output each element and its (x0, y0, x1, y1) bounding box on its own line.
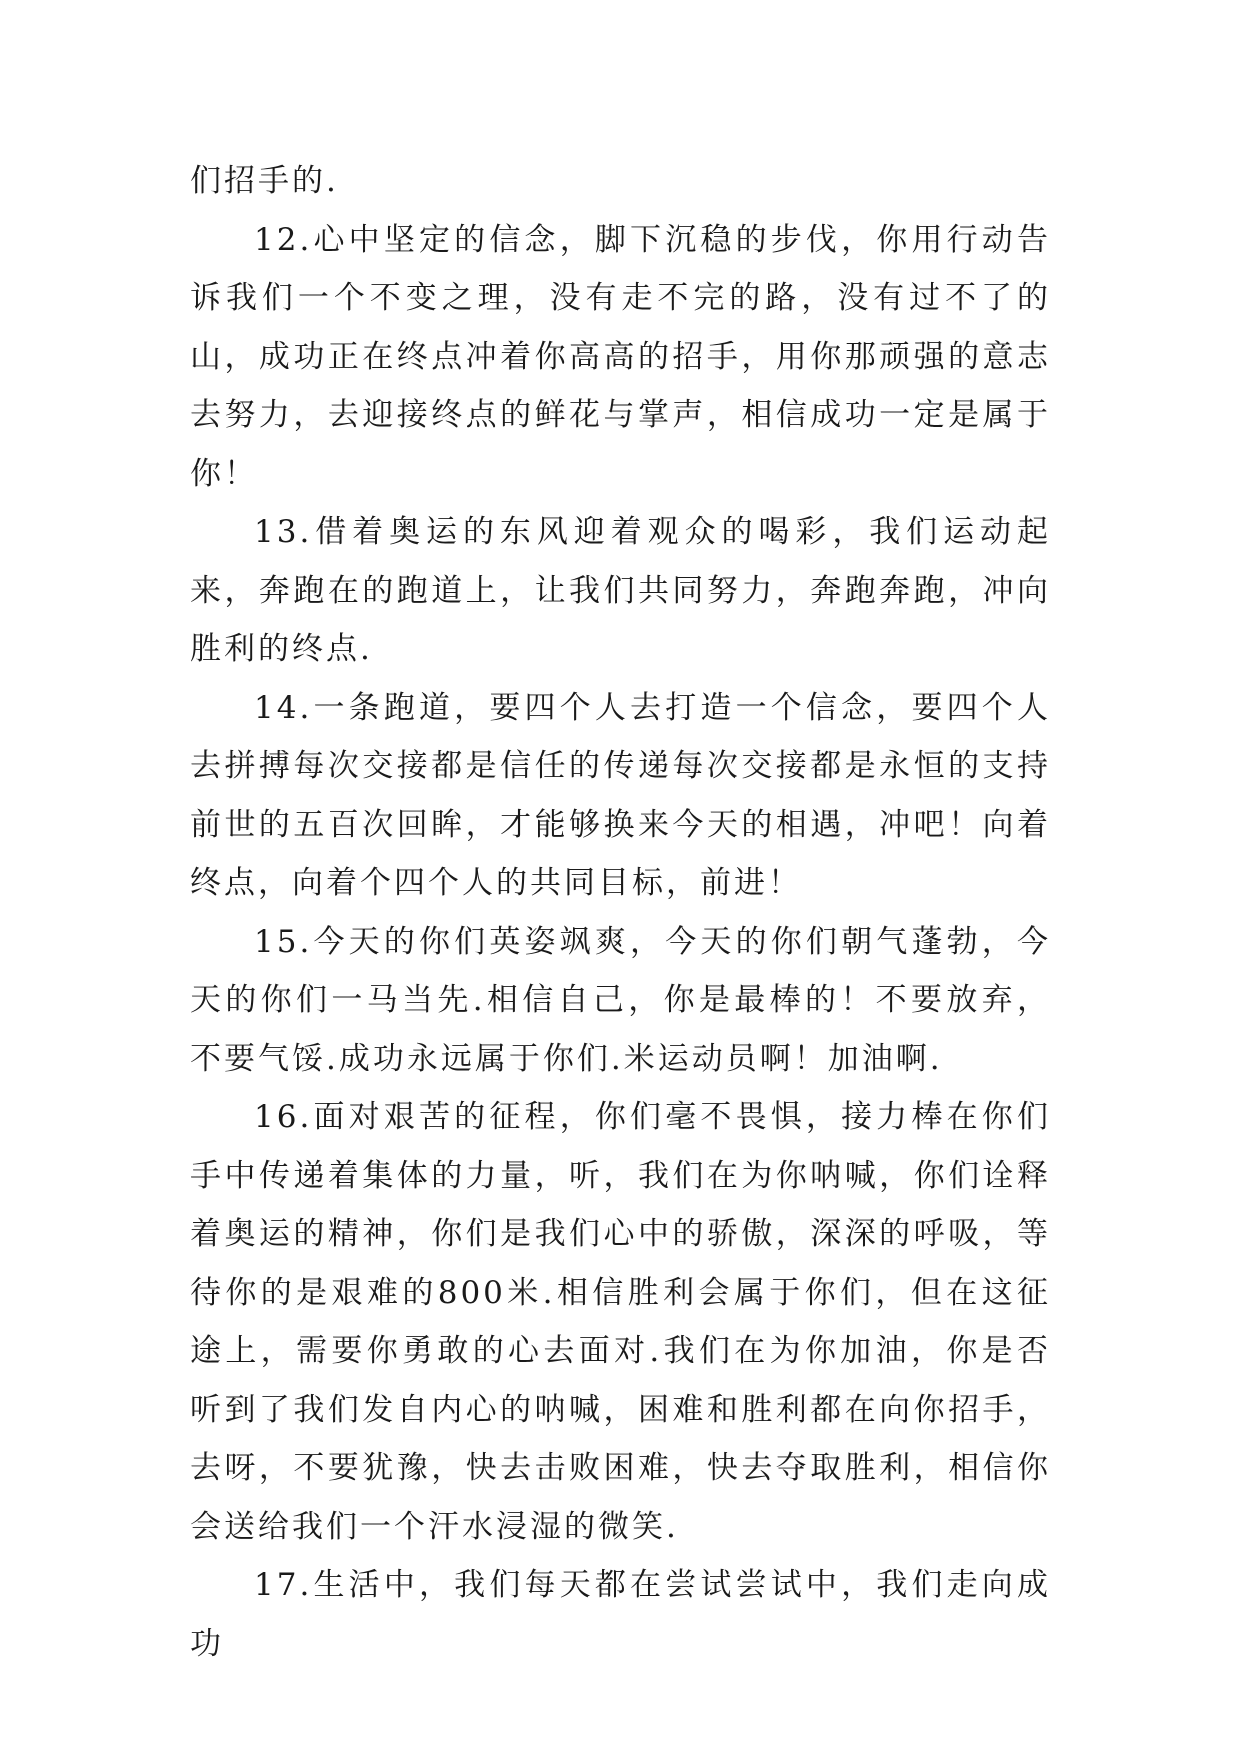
paragraph-continuation: 们招手的. (190, 163, 339, 199)
paragraph-item-14: 14.一条跑道，要四个人去打造一个信念，要四个人去拼搏每次交接都是信任的传递每次交接都是永恒的支持前世的五百次回眸，才能够换来今天的相遇，冲吧！向着终点，向着个四个人的共同目标，前进！ (190, 689, 1051, 901)
paragraph-item-16: 16.面对艰苦的征程，你们毫不畏惧，接力棒在你们手中传递着集体的力量，听，我们在为你呐喊，你们诠释着奥运的精神，你们是我们心中的骄傲，深深的呼吸，等待你的是艰难的800米.相信胜利会属于你们，但在这征途上，需要你勇敢的心去面对.我们在为你加油，你是否听到了我们发自内心的呐喊，困难和胜利都在向你招手，去呀，不要犹豫，快去击败困难，快去夺取胜利，相信你会送给我们一个汗水浸湿的微笑. (190, 1099, 1051, 1545)
paragraph-item-12: 12.心中坚定的信念，脚下沉稳的步伐，你用行动告诉我们一个不变之理，没有走不完的路，没有过不了的山，成功正在终点冲着你高高的招手，用你那顽强的意志去努力，去迎接终点的鲜花与掌声，相信成功一定是属于你！ (190, 221, 1051, 492)
paragraph-item-17: 17.生活中，我们每天都在尝试尝试中，我们走向成功 (190, 1567, 1051, 1662)
paragraph-item-15: 15.今天的你们英姿飒爽，今天的你们朝气蓬勃，今天的你们一马当先.相信自己，你是最棒的！不要放弃，不要气馁.成功永远属于你们.米运动员啊！加油啊. (190, 923, 1051, 1077)
document-body (190, 152, 1051, 1673)
paragraph-item-13: 13.借着奥运的东风迎着观众的喝彩，我们运动起来，奔跑在的跑道上，让我们共同努力，奔跑奔跑，冲向胜利的终点. (190, 514, 1051, 667)
